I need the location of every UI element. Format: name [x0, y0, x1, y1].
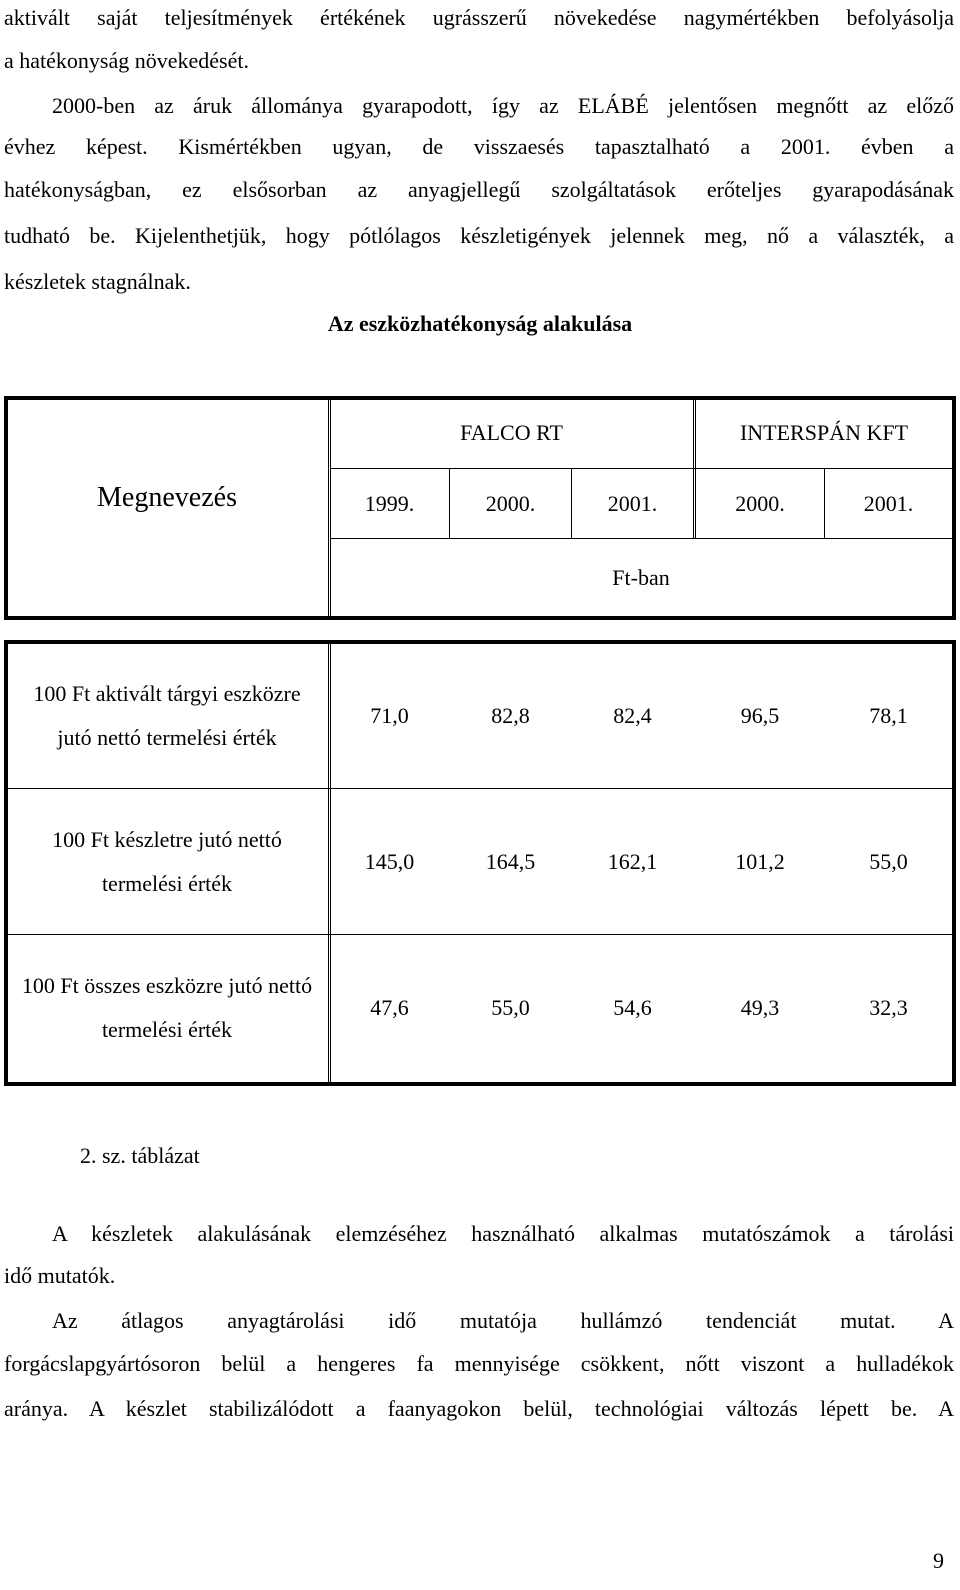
header-company-interspan: INTERSPÁN KFT	[739, 420, 909, 445]
year-header: 2001.	[607, 491, 658, 516]
paragraph-line: 2000-ben az áruk állománya gyarapodott, így az ELÁBÉ jelentősen megnőtt az előző	[52, 93, 954, 118]
row-label: 100 Ft összes eszközre jutó nettó termelési érték	[21, 973, 313, 1042]
paragraph-line: idő mutatók.	[4, 1263, 116, 1288]
year-header: 2000.	[485, 491, 536, 516]
table-cell: 71,0	[370, 703, 409, 728]
paragraph-line: a hatékonyság növekedését.	[4, 48, 249, 73]
paragraph-line: évhez képest. Kismértékben ugyan, de visszaesés tapasztalható a 2001. évben a	[4, 134, 954, 159]
paragraph-line: A készletek alakulásának elemzéséhez használható alkalmas mutatószámok a tárolási	[52, 1221, 954, 1246]
table-cell: 162,1	[607, 849, 658, 874]
paragraph-line: tudható be. Kijelenthetjük, hogy pótlólagos készletigények jelennek meg, nő a választék, a	[4, 223, 954, 248]
table-cell: 47,6	[370, 995, 409, 1020]
table-caption: 2. sz. táblázat	[80, 1143, 200, 1168]
year-header: 2000.	[735, 491, 785, 516]
row-divider	[8, 788, 952, 789]
row-header-label: Megnevezés	[97, 482, 237, 513]
paragraph-line: forgácslapgyártósoron belül a hengeres fa mennyisége csökkent, nőtt viszont a hulladékok	[4, 1351, 954, 1376]
table-cell: 55,0	[869, 849, 908, 874]
paragraph-line: aktivált saját teljesítmények értékének ugrásszerű növekedése nagymértékben befolyásolja	[4, 5, 954, 30]
table-cell: 82,4	[613, 703, 652, 728]
paragraph-line: hatékonyságban, ez elsősorban az anyagjellegű szolgáltatások erőteljes gyarapodásának	[4, 177, 954, 202]
table-title: Az eszközhatékonyság alakulása	[327, 311, 633, 336]
unit-label: Ft-ban	[612, 565, 670, 590]
table-cell: 32,3	[869, 995, 908, 1020]
table-cell: 101,2	[735, 849, 785, 874]
table-cell: 82,8	[491, 703, 530, 728]
row-divider	[8, 934, 952, 935]
table-cell: 54,6	[613, 995, 652, 1020]
table-cell: 145,0	[364, 849, 415, 874]
paragraph-line: Az átlagos anyagtárolási idő mutatója hullámzó tendenciát mutat. A	[52, 1308, 954, 1333]
year-header: 2001.	[863, 491, 914, 516]
table-cell: 55,0	[491, 995, 530, 1020]
row-divider	[330, 468, 952, 469]
table-cell: 96,5	[740, 703, 780, 728]
row-divider	[330, 538, 952, 539]
year-header: 1999.	[364, 491, 415, 516]
table-cell: 49,3	[740, 995, 780, 1020]
row-label: 100 Ft aktivált tárgyi eszközre jutó nettó termelési érték	[33, 681, 301, 750]
paragraph-line: aránya. A készlet stabilizálódott a faanyagokon belül, technológiai változás lépett be. A	[4, 1396, 954, 1421]
row-label: 100 Ft készletre jutó nettó termelési érték	[52, 827, 282, 896]
header-company-falco: FALCO RT	[460, 420, 563, 445]
table-cell: 78,1	[869, 703, 908, 728]
page-number: 9	[933, 1548, 944, 1573]
table-cell: 164,5	[485, 849, 536, 874]
paragraph-line: készletek stagnálnak.	[4, 269, 191, 294]
